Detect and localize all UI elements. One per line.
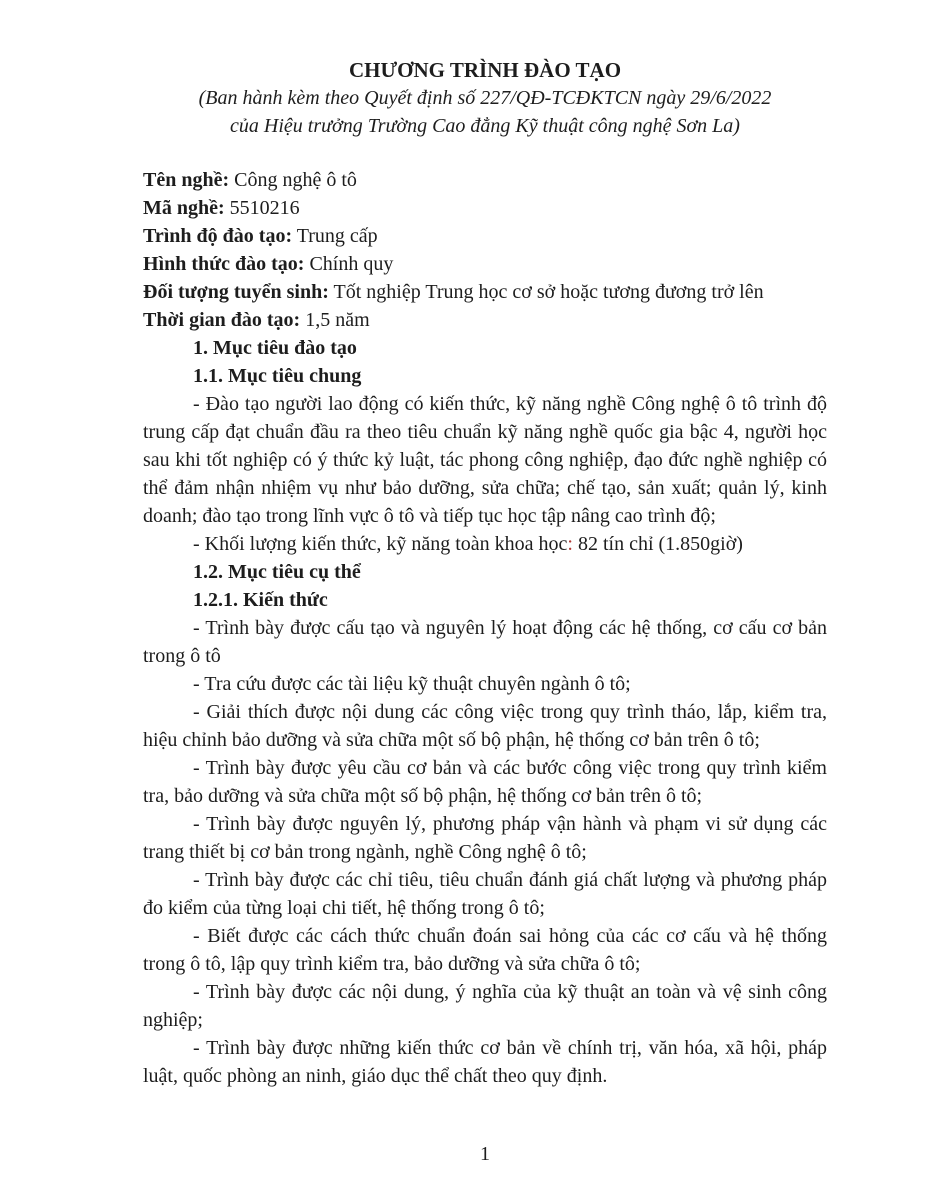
info-value: Chính quy [309,253,394,275]
document-subtitle-line2: của Hiệu trưởng Trường Cao đẳng Kỹ thuật công nghệ Sơn La) [230,115,740,137]
heading-1: 1. Mục tiêu đào tạo [193,337,357,359]
knowledge-item: - Trình bày được các nội dung, ý nghĩa của kỹ thuật an toàn và vệ sinh công nghiệp; [143,981,827,1031]
heading-1-2-1: 1.2.1. Kiến thức [193,589,328,611]
knowledge-item: - Trình bày được cấu tạo và nguyên lý hoạt động các hệ thống, cơ cấu cơ bản trong ô tô [143,617,827,667]
knowledge-item: - Trình bày được các chỉ tiêu, tiêu chuẩn đánh giá chất lượng và phương pháp đo kiểm của từng loại chi tiết, hệ thống trong ô tô; [143,869,827,919]
info-line-hinh-thuc [143,250,827,278]
heading-1-1: 1.1. Mục tiêu chung [193,365,362,387]
knowledge-item: - Trình bày được nguyên lý, phương pháp vận hành và phạm vi sử dụng các trang thiết bị cơ bản trong ngành, nghề Công nghệ ô tô; [143,813,827,863]
knowledge-item: - Giải thích được nội dung các công việc trong quy trình tháo, lắp, kiểm tra, hiệu chỉnh bảo dưỡng và sửa chữa một số bộ phận, hệ thống cơ bản trên ô tô; [143,701,827,751]
info-label: Hình thức đào tạo: [143,253,305,275]
info-line-doi-tuong [143,278,827,306]
section-muc-tieu [143,334,827,1090]
info-line-ma-nghe [143,194,827,222]
info-value: Tốt nghiệp Trung học cơ sở hoặc tương đương trở lên [333,281,764,303]
knowledge-item: - Biết được các cách thức chuẩn đoán sai hỏng của các cơ cấu và hệ thống trong ô tô, lập quy trình kiểm tra, bảo dưỡng và sửa chữa ô tô; [143,925,827,975]
info-label: Tên nghề: [143,169,230,191]
document-title: CHƯƠNG TRÌNH ĐÀO TẠO [348,58,622,82]
paragraph-general-objective: - Đào tạo người lao động có kiến thức, kỹ năng nghề Công nghệ ô tô trình độ trung cấp đạt chuẩn đầu ra theo tiêu chuẩn kỹ năng nghề quốc gia bậc 4, người học sau khi tốt nghiệp có ý thức kỷ luật, tác phong công nghiệp, đạo đức nghề nghiệp có thể đảm nhận nhiệm vụ như bảo dưỡng, sửa chữa; chế tạo, sản xuất; quản lý, kinh doanh; đào tạo trong lĩnh vực ô tô và tiếp tục học tập nâng cao trình độ; [143,393,827,527]
info-label: Mã nghề: [143,197,225,219]
info-value: Trung cấp [296,225,378,247]
heading-1-2: 1.2. Mục tiêu cụ thể [193,561,361,583]
info-value: 5510216 [229,197,300,219]
document-header [143,56,827,140]
info-line-ten-nghe [143,166,827,194]
knowledge-item: - Trình bày được yêu cầu cơ bản và các bước công việc trong quy trình kiểm tra, bảo dưỡng và sửa chữa một số bộ phận, hệ thống cơ bản trên ô tô; [143,757,827,807]
info-label: Đối tượng tuyển sinh: [143,281,329,303]
page-footer [143,1140,827,1168]
info-label: Thời gian đào tạo: [143,309,301,331]
credit-volume-red-colon: : [567,533,573,555]
info-fields [143,166,827,334]
info-line-thoi-gian [143,306,827,334]
credit-volume-text: - Khối lượng kiến thức, kỹ năng toàn khoa học [193,533,568,555]
info-line-trinh-do [143,222,827,250]
paragraph-credit-volume [143,530,827,558]
knowledge-item: - Tra cứu được các tài liệu kỹ thuật chuyên ngành ô tô; [193,673,631,695]
info-value: Công nghệ ô tô [234,169,357,191]
credit-volume-value: 82 tín chỉ (1.850giờ) [577,533,743,555]
page-number: 1 [480,1143,490,1165]
document-subtitle-line1: (Ban hành kèm theo Quyết định số 227/QĐ-TCĐKTCN ngày 29/6/2022 [198,87,772,109]
info-label: Trình độ đào tạo: [143,225,293,247]
info-value: 1,5 năm [305,309,370,331]
knowledge-item: - Trình bày được những kiến thức cơ bản về chính trị, văn hóa, xã hội, pháp luật, quốc phòng an ninh, giáo dục thể chất theo quy định. [143,1037,827,1087]
